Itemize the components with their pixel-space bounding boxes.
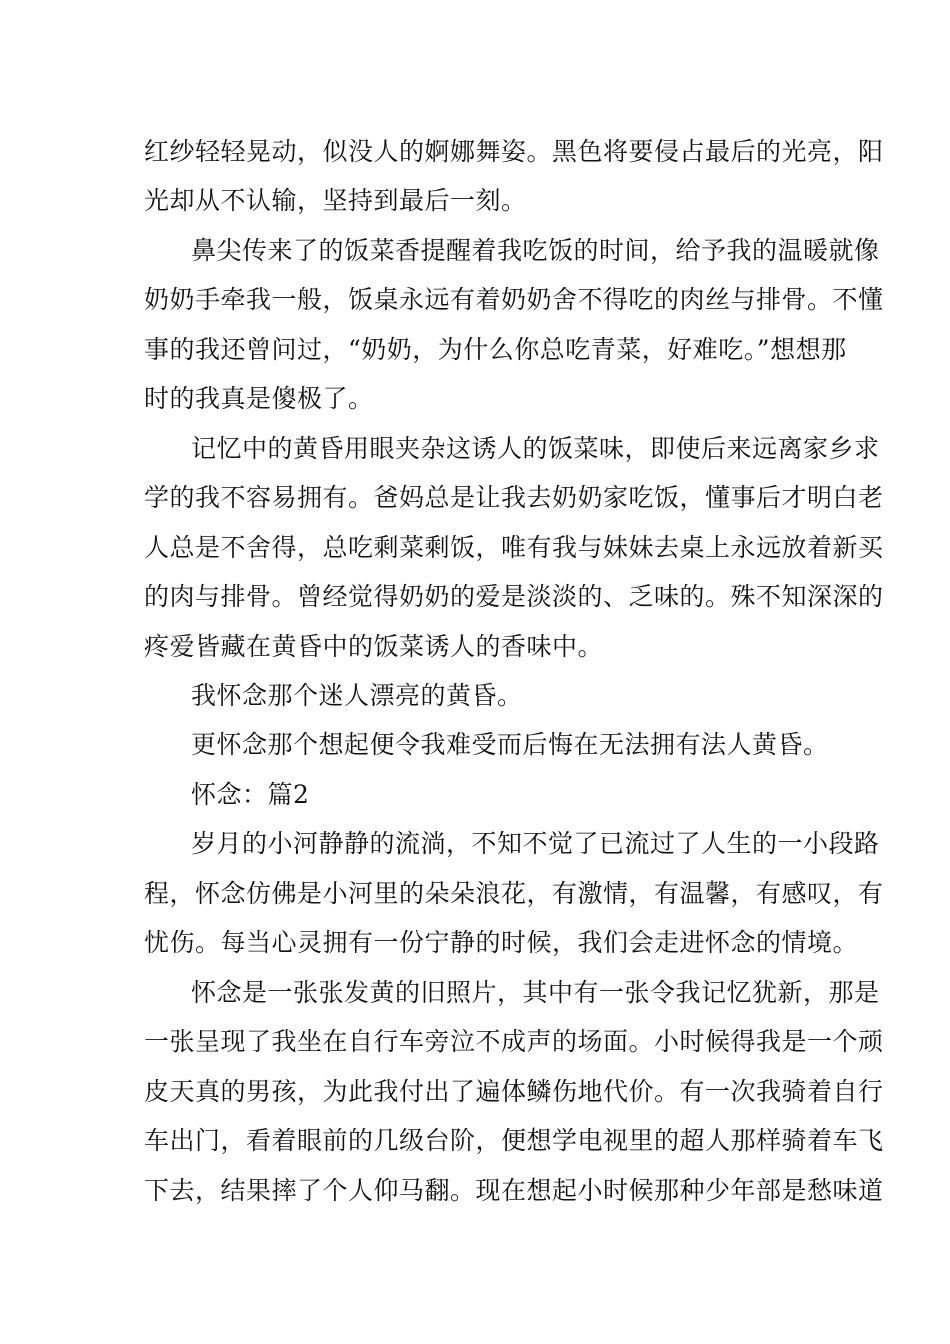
- text-line: 光却从不认输，坚持到最后一刻。: [144, 186, 527, 215]
- text-line: 程，怀念仿佛是小河里的朵朵浪花，有激情，有温馨，有感叹，有: [144, 879, 884, 908]
- paragraph-start-line: 鼻尖传来了的饭菜香提醒着我吃饭的时间，给予我的温暖就像: [191, 236, 880, 265]
- section-heading: 怀念：篇2: [191, 780, 310, 809]
- text-line: 奶奶手牵我一般，饭桌永远有着奶奶舍不得吃的肉丝与排骨。不懂: [144, 285, 884, 314]
- text-line: 的肉与排骨。曾经觉得奶奶的爱是淡淡的、乏味的。殊不知深深的: [144, 582, 884, 611]
- paragraph-start-line: 记忆中的黄昏用眼夹杂这诱人的饭菜味，即使后来远离家乡求: [191, 434, 880, 463]
- text-line: 学的我不容易拥有。爸妈总是让我去奶奶家吃饭，懂事后才明白老: [144, 483, 884, 512]
- text-line: 皮天真的男孩，为此我付出了遍体鳞伤地代价。有一次我骑着自行: [144, 1077, 884, 1106]
- text-line: 红纱轻轻晃动，似没人的婀娜舞姿。黑色将要侵占最后的光亮，阳: [144, 137, 884, 166]
- text-line: 下去，结果摔了个人仰马翻。现在想起小时候那种少年部是愁味道: [144, 1176, 884, 1205]
- text-line: 疼爱皆藏在黄昏中的饭菜诱人的香味中。: [144, 632, 604, 661]
- text-line: 忧伤。每当心灵拥有一份宁静的时候，我们会走进怀念的情境。: [144, 928, 859, 957]
- text-line: 时的我真是傻极了。: [144, 384, 374, 413]
- paragraph-start-line: 岁月的小河静静的流淌，不知不觉了已流过了人生的一小段路: [191, 829, 880, 858]
- text-line: 事的我还曾问过，“奶奶，为什么你总吃青菜，好难吃。”想想那: [144, 335, 847, 364]
- paragraph-start-line: 更怀念那个想起便令我难受而后悔在无法拥有法人黄昏。: [191, 730, 829, 759]
- text-line: 人总是不舍得，总吃剩菜剩饭，唯有我与妹妹去桌上永远放着新买: [144, 533, 884, 562]
- paragraph-start-line: 怀念是一张张发黄的旧照片，其中有一张令我记忆犹新，那是: [191, 978, 880, 1007]
- text-line: 车出门，看着眼前的几级台阶，便想学电视里的超人那样骑着车飞: [144, 1126, 884, 1155]
- text-line: 一张呈现了我坐在自行车旁泣不成声的场面。小时候得我是一个顽: [144, 1027, 884, 1056]
- paragraph-start-line: 我怀念那个迷人漂亮的黄昏。: [191, 681, 523, 710]
